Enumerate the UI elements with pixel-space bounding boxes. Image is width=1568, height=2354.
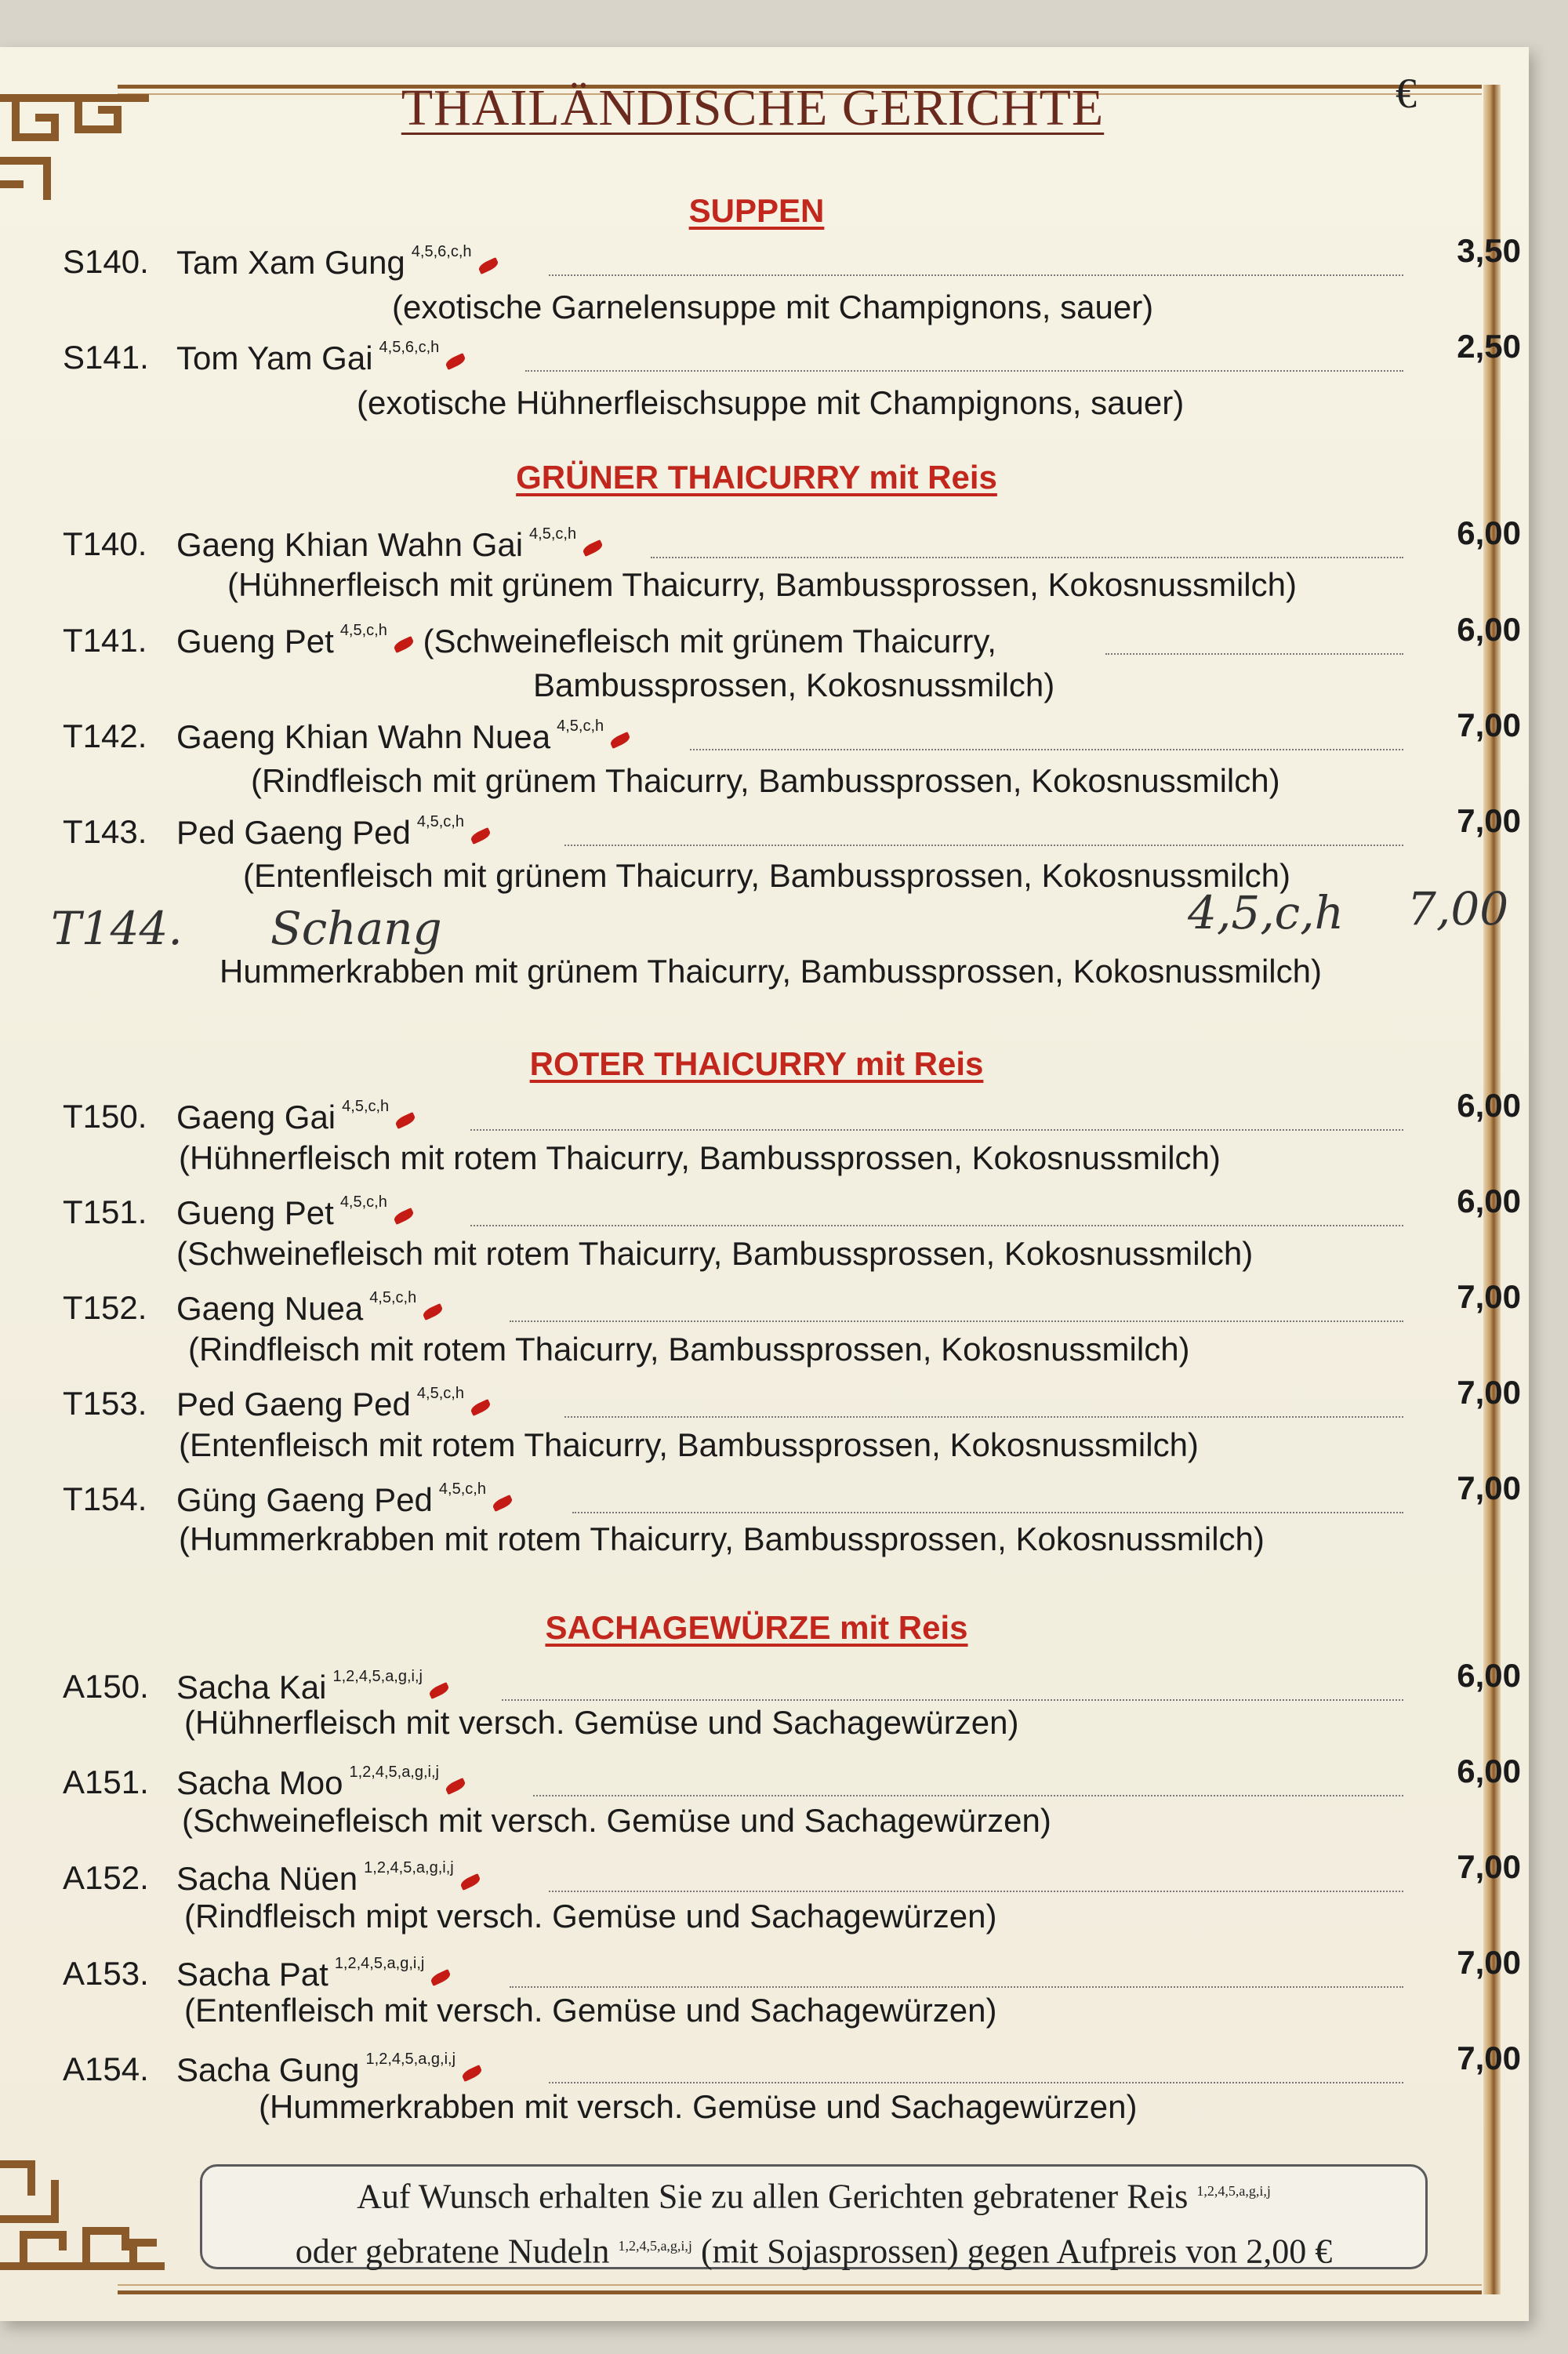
menu-item-a150 bbox=[63, 1657, 1521, 1707]
dot-leader bbox=[470, 1129, 1403, 1131]
chili-icon bbox=[445, 1778, 467, 1795]
item-price: 3,50 bbox=[1457, 232, 1521, 269]
menu-item-t150 bbox=[63, 1087, 1521, 1137]
item-description: (Rindfleisch mit grünem Thaicurry, Bambussprossen, Kokosnussmilch) bbox=[251, 762, 1280, 799]
menu-item-t143 bbox=[63, 802, 1521, 852]
item-name: Gaeng Gai bbox=[176, 1099, 336, 1135]
item-price: 7,00 bbox=[1457, 707, 1521, 743]
note-allergens-noodles: 1,2,4,5,a,g,i,j bbox=[618, 2237, 692, 2254]
item-price: 6,00 bbox=[1457, 1087, 1521, 1124]
item-price: 2,50 bbox=[1457, 328, 1521, 365]
item-allergens: 4,5,c,h bbox=[557, 717, 604, 735]
item-description: (Entenfleisch mit grünem Thaicurry, Bambussprossen, Kokosnussmilch) bbox=[243, 857, 1290, 894]
dot-leader bbox=[502, 1699, 1403, 1701]
dot-leader bbox=[564, 845, 1403, 846]
item-name: Sacha Pat bbox=[176, 1956, 328, 1993]
chili-icon bbox=[422, 1303, 445, 1320]
item-description: Hummerkrabben mit grünem Thaicurry, Bambussprossen, Kokosnussmilch) bbox=[220, 953, 1322, 990]
menu-item-a151 bbox=[63, 1753, 1521, 1803]
menu-item-a154 bbox=[63, 2040, 1521, 2090]
item-price: 7,00 bbox=[1457, 1374, 1521, 1411]
item-description: (Hummerkrabben mit rotem Thaicurry, Bambussprossen, Kokosnussmilch) bbox=[179, 1520, 1265, 1557]
item-name: Sacha Nüen bbox=[176, 1860, 358, 1897]
menu-item-a153 bbox=[63, 1944, 1521, 1994]
item-allergens: 4,5,c,h bbox=[369, 1289, 417, 1306]
item-price: 6,00 bbox=[1457, 611, 1521, 648]
menu-item-t154 bbox=[63, 1469, 1521, 1520]
item-price: 7,00 bbox=[1457, 1848, 1521, 1885]
menu-item-t142 bbox=[63, 707, 1521, 757]
menu-item-t141 bbox=[63, 611, 1521, 661]
item-name: Gaeng Nuea bbox=[176, 1290, 364, 1327]
dot-leader bbox=[510, 1986, 1403, 1988]
item-allergens: 4,5,c,h bbox=[339, 1193, 387, 1211]
item-name: Gaeng Khian Wahn Nuea bbox=[176, 718, 551, 755]
section-title-roter-thaicurry: ROTER THAICURRY mit Reis bbox=[529, 1045, 984, 1082]
chili-icon bbox=[477, 257, 499, 274]
section-title-sachagewuerze: SACHAGEWÜRZE mit Reis bbox=[545, 1609, 968, 1646]
item-description: Bambussprossen, Kokosnussmilch) bbox=[533, 667, 1055, 703]
item-price: 7,00 bbox=[1457, 1469, 1521, 1506]
item-name: Sacha Gung bbox=[176, 2051, 360, 2088]
item-allergens: 4,5,c,h bbox=[416, 1385, 464, 1402]
section-title-suppen: SUPPEN bbox=[688, 192, 825, 229]
item-description: (exotische Garnelensuppe mit Champignons, sauer) bbox=[392, 289, 1154, 325]
item-name: Gueng Pet bbox=[176, 623, 334, 659]
item-price: 6,00 bbox=[1457, 514, 1521, 551]
item-code: T142. bbox=[63, 717, 147, 754]
chili-icon bbox=[470, 827, 492, 845]
item-code: A153. bbox=[63, 1955, 149, 1992]
item-name: Gueng Pet bbox=[176, 1194, 334, 1231]
item-allergens: 4,5,c,h bbox=[339, 622, 387, 639]
section-title-gruener-thaicurry: GRÜNER THAICURRY mit Reis bbox=[516, 459, 997, 496]
chili-icon bbox=[470, 1399, 492, 1416]
item-code: A152. bbox=[63, 1859, 149, 1896]
handwritten-item-price: 7,00 bbox=[1407, 882, 1509, 935]
item-allergens: 4,5,c,h bbox=[342, 1098, 390, 1115]
item-price: 7,00 bbox=[1457, 1944, 1521, 1981]
dot-leader bbox=[549, 2082, 1403, 2083]
item-code: T153. bbox=[63, 1385, 147, 1422]
item-name: Tam Xam Gung bbox=[176, 244, 405, 281]
dot-leader bbox=[510, 1320, 1403, 1322]
item-description: (Hühnerfleisch mit grünem Thaicurry, Bambussprossen, Kokosnussmilch) bbox=[227, 566, 1297, 603]
item-code: A154. bbox=[63, 2051, 149, 2087]
item-price: 6,00 bbox=[1457, 1753, 1521, 1789]
dot-leader bbox=[549, 1891, 1403, 1892]
dot-leader bbox=[470, 1225, 1403, 1226]
item-allergens: 4,5,c,h bbox=[529, 525, 577, 543]
note-line-2a: oder gebratene Nudeln bbox=[295, 2232, 610, 2271]
handwritten-item-name: Schang bbox=[270, 902, 442, 955]
dot-leader bbox=[549, 274, 1403, 276]
item-description: (Schweinefleisch mit versch. Gemüse und Sachagewürzen) bbox=[182, 1802, 1051, 1839]
menu-item-t153 bbox=[63, 1374, 1521, 1424]
chili-icon bbox=[393, 636, 416, 653]
item-allergens: 1,2,4,5,a,g,i,j bbox=[349, 1764, 439, 1781]
item-price: 7,00 bbox=[1457, 802, 1521, 839]
item-name: Tom Yam Gai bbox=[176, 340, 373, 376]
item-allergens: 1,2,4,5,a,g,i,j bbox=[365, 2051, 456, 2068]
dot-leader bbox=[1105, 653, 1403, 655]
dot-leader bbox=[651, 557, 1403, 558]
item-code: T151. bbox=[63, 1193, 147, 1230]
item-name: Ped Gaeng Ped bbox=[176, 1386, 411, 1422]
item-inline-description: (Schweinefleisch mit grünem Thaicurry, bbox=[423, 623, 996, 659]
chili-icon bbox=[430, 1969, 452, 1986]
item-allergens: 1,2,4,5,a,g,i,j bbox=[364, 1859, 454, 1876]
item-allergens: 1,2,4,5,a,g,i,j bbox=[332, 1668, 423, 1685]
chili-icon bbox=[428, 1682, 451, 1699]
item-description: (Hühnerfleisch mit rotem Thaicurry, Bambussprossen, Kokosnussmilch) bbox=[179, 1139, 1221, 1176]
chili-icon bbox=[461, 2065, 484, 2082]
item-name: Ped Gaeng Ped bbox=[176, 814, 411, 851]
frame-bottom-border bbox=[118, 2284, 1482, 2294]
item-code: T150. bbox=[63, 1098, 147, 1135]
chili-icon bbox=[459, 1873, 481, 1891]
page-title: THAILÄNDISCHE GERICHTE bbox=[401, 79, 1105, 136]
item-description: (Hühnerfleisch mit versch. Gemüse und Sachagewürzen) bbox=[184, 1704, 1019, 1741]
item-description: (Entenfleisch mit versch. Gemüse und Sachagewürzen) bbox=[184, 1992, 997, 2029]
item-description: (Hummerkrabben mit versch. Gemüse und Sachagewürzen) bbox=[259, 2088, 1138, 2125]
item-allergens: 4,5,6,c,h bbox=[379, 339, 440, 356]
item-price: 7,00 bbox=[1457, 2040, 1521, 2076]
item-price: 6,00 bbox=[1457, 1657, 1521, 1694]
item-code: T154. bbox=[63, 1480, 147, 1517]
menu-item-s140 bbox=[63, 232, 1521, 282]
item-name: Gaeng Khian Wahn Gai bbox=[176, 526, 524, 563]
chili-icon bbox=[492, 1495, 514, 1512]
item-allergens: 4,5,6,c,h bbox=[411, 243, 472, 260]
item-code: T141. bbox=[63, 622, 147, 659]
dot-leader bbox=[533, 1795, 1403, 1796]
menu-item-t151 bbox=[63, 1182, 1521, 1233]
item-code: T140. bbox=[63, 525, 147, 562]
note-line-2b: (mit Sojasprossen) gegen Aufpreis von 2,00 € bbox=[700, 2232, 1333, 2271]
chili-icon bbox=[445, 353, 467, 370]
item-allergens: 4,5,c,h bbox=[416, 813, 464, 830]
side-dish-note bbox=[200, 2164, 1428, 2269]
menu-item-s141 bbox=[63, 328, 1521, 378]
item-price: 7,00 bbox=[1457, 1278, 1521, 1315]
dot-leader bbox=[572, 1512, 1403, 1513]
item-code: A151. bbox=[63, 1764, 149, 1800]
item-name: Güng Gaeng Ped bbox=[176, 1481, 433, 1518]
chili-icon bbox=[394, 1112, 417, 1129]
chili-icon bbox=[393, 1208, 416, 1225]
handwritten-item-code: T144. bbox=[51, 902, 183, 955]
item-description: (Rindfleisch mipt versch. Gemüse und Sachagewürzen) bbox=[184, 1898, 997, 1934]
handwritten-item-allergens: 4,5,c,h bbox=[1188, 886, 1344, 939]
chili-icon bbox=[582, 539, 604, 557]
item-name: Sacha Moo bbox=[176, 1764, 343, 1801]
item-code: S141. bbox=[63, 339, 149, 376]
dot-leader bbox=[564, 1416, 1403, 1418]
item-name: Sacha Kai bbox=[176, 1669, 327, 1706]
item-allergens: 1,2,4,5,a,g,i,j bbox=[334, 1955, 425, 1972]
item-description: (Entenfleisch mit rotem Thaicurry, Bambussprossen, Kokosnussmilch) bbox=[179, 1426, 1199, 1463]
dot-leader bbox=[690, 749, 1403, 750]
note-allergens-rice: 1,2,4,5,a,g,i,j bbox=[1196, 2183, 1271, 2199]
currency-symbol: € bbox=[1396, 70, 1417, 117]
chili-icon bbox=[609, 732, 632, 749]
dot-leader bbox=[525, 370, 1403, 372]
item-allergens: 4,5,c,h bbox=[438, 1480, 486, 1498]
item-code: A150. bbox=[63, 1668, 149, 1705]
item-description: (Schweinefleisch mit rotem Thaicurry, Bambussprossen, Kokosnussmilch) bbox=[176, 1235, 1254, 1272]
note-line-1: Auf Wunsch erhalten Sie zu allen Gerichten gebratener Reis bbox=[357, 2177, 1189, 2216]
item-price: 6,00 bbox=[1457, 1182, 1521, 1219]
menu-item-t140 bbox=[63, 514, 1521, 565]
item-code: S140. bbox=[63, 243, 149, 280]
item-code: T143. bbox=[63, 813, 147, 850]
ornament-bottom-left-icon bbox=[0, 2149, 172, 2290]
menu-item-t152 bbox=[63, 1278, 1521, 1328]
menu-item-a152 bbox=[63, 1848, 1521, 1898]
item-description: (exotische Hühnerfleischsuppe mit Champignons, sauer) bbox=[357, 384, 1185, 421]
item-code: T152. bbox=[63, 1289, 147, 1326]
item-description: (Rindfleisch mit rotem Thaicurry, Bambussprossen, Kokosnussmilch) bbox=[188, 1331, 1190, 1368]
